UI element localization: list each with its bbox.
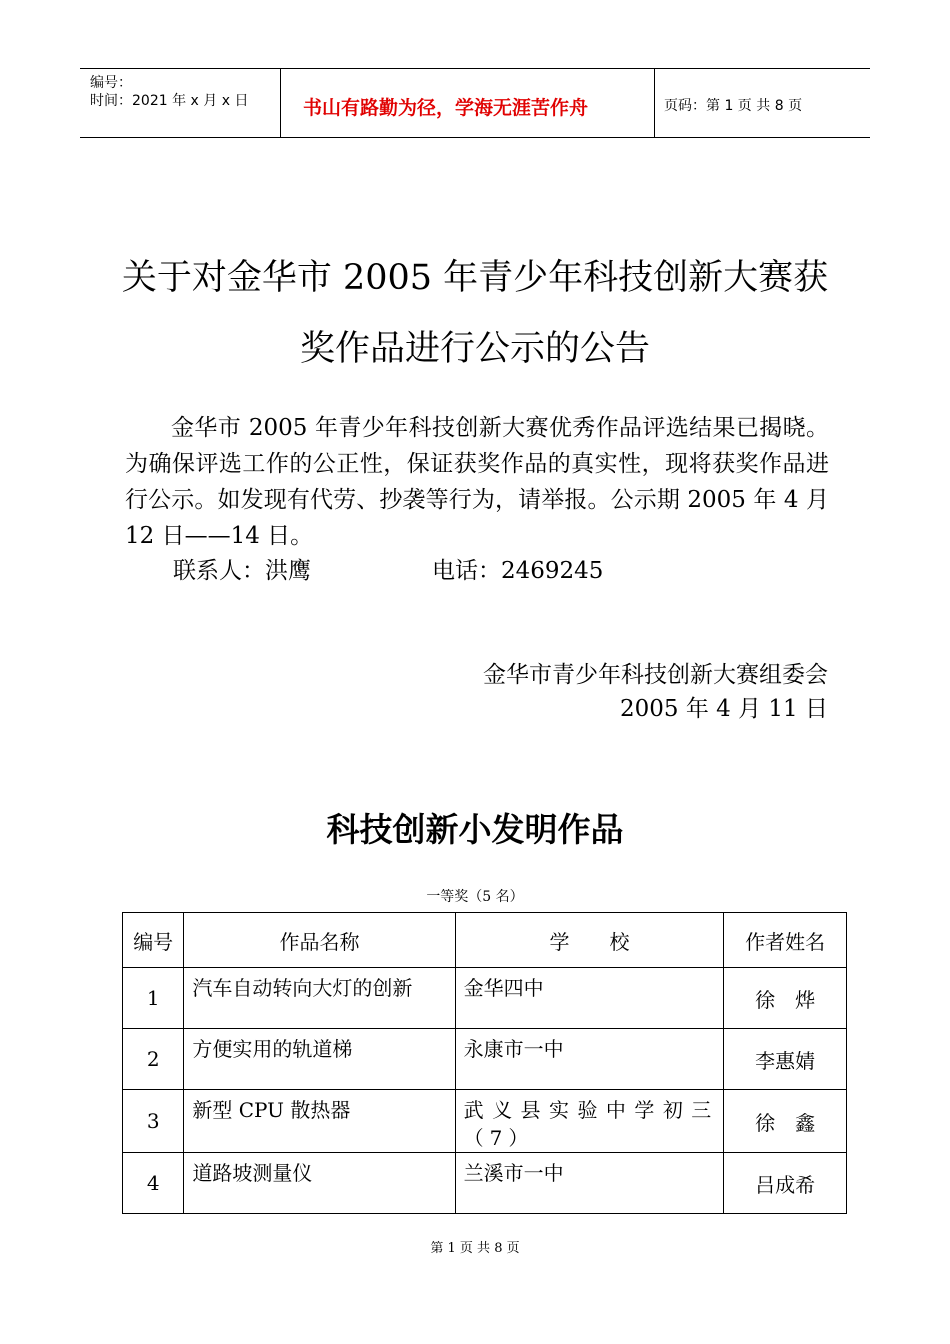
time-label: 时间：2021 年 x 月 x 日 [90,93,249,109]
cell-school: 金华四中 [455,968,724,1029]
number-label: 编号： [90,75,132,91]
cell-work: 方便实用的轨道梯 [184,1029,455,1090]
contact-person: 联系人：洪鹰 [173,558,311,584]
table-row [123,1090,847,1153]
award-level: 一等奖（5 名） [426,889,524,905]
cell-work: 新型 CPU 散热器 [184,1090,455,1153]
header-school: 学 校 [455,913,724,968]
header-author: 作者姓名 [724,913,847,968]
page-info: 页码：第 1 页 共 8 页 [664,98,803,114]
table-row [123,1029,847,1090]
cell-school: 兰溪市一中 [455,1153,724,1214]
cell-no: 4 [123,1153,184,1214]
header-work: 作品名称 [184,913,455,968]
motto-text: 书山有路勤为径，学海无涯苦作舟 [303,97,589,119]
cell-author: 徐 烨 [724,968,847,1029]
announcement-paragraph: 金华市 2005 年青少年科技创新大赛优秀作品评选结果已揭晓。为确保评选工作的公正性，保证获奖作品的真实性，现将获奖作品进行公示。如发现有代劳、抄袭等行为，请举报。公示期 2005 年 4 月 12 日——14 日。 [125,415,829,549]
header-no: 编号 [123,913,184,968]
signature-date: 2005 年 4 月 11 日 [620,696,828,722]
cell-school: 武义县实验中学初三（7） [455,1090,724,1153]
cell-work: 道路坡测量仪 [184,1153,455,1214]
cell-no: 3 [123,1090,184,1153]
contact-phone: 电话：2469245 [432,558,604,584]
section-title: 科技创新小发明作品 [326,810,624,849]
header-motto-cell [280,69,655,137]
cell-no: 1 [123,968,184,1029]
page-header [80,68,870,138]
cell-author: 徐 鑫 [724,1090,847,1153]
cell-school: 永康市一中 [455,1029,724,1090]
cell-author: 吕成希 [724,1153,847,1214]
table-row [123,968,847,1029]
document-title-line1: 关于对金华市 2005 年青少年科技创新大赛获 [121,258,829,298]
cell-work: 汽车自动转向大灯的创新 [184,968,455,1029]
cell-no: 2 [123,1029,184,1090]
document-title-line2: 奖作品进行公示的公告 [299,329,650,369]
page-footer: 第 1 页 共 8 页 [430,1241,520,1256]
table-header-row [123,913,847,968]
table-row [123,1153,847,1214]
awards-table [122,912,847,1214]
signature-organization: 金华市青少年科技创新大赛组委会 [483,662,828,688]
cell-author: 李惠婧 [724,1029,847,1090]
header-meta [80,69,280,137]
